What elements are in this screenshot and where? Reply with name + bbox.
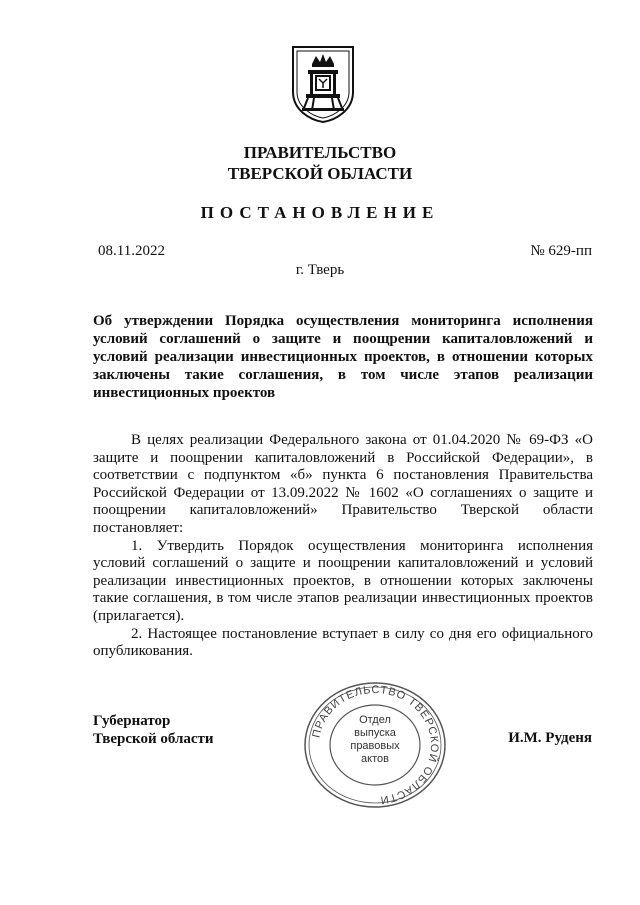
item-1-paragraph: 1. Утвердить Порядок осуществления мониторинга исполнения условий соглашений о защите и поощрении капиталовложений и условий реализации инвестиционных проектов, в отношении которых заключены такие соглашения, в том числе этапов реализации инвестиционных проектов (прилагается). (93, 537, 593, 624)
preamble-paragraph: В целях реализации Федерального закона от 01.04.2020 № 69-ФЗ «О защите и поощрении капиталовложений в Российской Федерации», в соответствии с подпунктом «б» пункта 6 постановления Правительства Российской Федерации от 13.09.2022 № 1602 «О соглашениях о защите и поощрении капиталовложений» Правительство Тверской области постановляет: (93, 432, 593, 536)
government-title-line2: ТВЕРСКОЙ ОБЛАСТИ (227, 164, 413, 183)
signatory-name: И.М. Руденя (508, 730, 592, 746)
government-title-line1: ПРАВИТЕЛЬСТВО (243, 143, 397, 162)
stamp-line2: выпуска (354, 727, 396, 739)
stamp-line4: актов (361, 753, 389, 765)
signatory-position-line2: Тверской области (93, 731, 214, 747)
document-city: г. Тверь (295, 262, 345, 278)
document-number: № 629-пп (530, 243, 592, 259)
document-date: 08.11.2022 (98, 243, 165, 259)
item-2-paragraph: 2. Настоящее постановление вступает в силу со дня его официального опубликования. (93, 625, 593, 660)
document-type: ПОСТАНОВЛЕНИЕ (200, 203, 440, 222)
signatory-position (93, 712, 214, 748)
stamp-ring-text: ПРАВИТЕЛЬСТВО ТВЕРСКОЙ ОБЛАСТИ (310, 683, 441, 806)
document-body (93, 432, 593, 661)
stamp-line3: правовых (350, 740, 400, 752)
document-subject: Об утверждении Порядка осуществления мониторинга исполнения условий соглашений о защите и поощрении капиталовложений и условий реализации инвестиционных проектов, в отношении которых заключены такие соглашения, в том числе этапов реализации инвестиционных проектов (93, 313, 593, 401)
stamp-inner-text (300, 714, 450, 766)
coat-of-arms-icon (290, 44, 356, 124)
signatory-position-line1: Губернатор (93, 713, 171, 729)
stamp-line1: Отдел (359, 714, 391, 726)
